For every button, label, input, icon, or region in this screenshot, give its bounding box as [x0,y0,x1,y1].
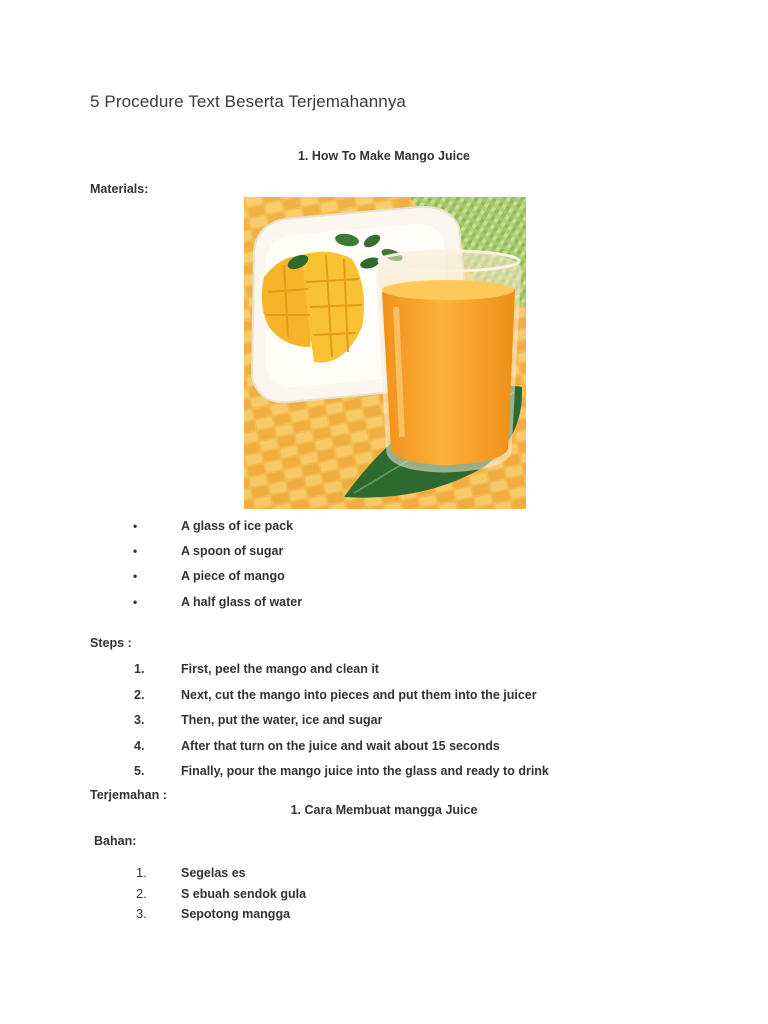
bullet-icon: • [133,595,138,609]
bullet-icon: • [133,519,138,533]
recipe-heading: 1. How To Make Mango Juice [297,149,471,163]
bahan-label: Bahan: [94,834,137,848]
steps-label: Steps : [90,636,132,650]
materials-label: Materials: [90,182,149,196]
page-title: 5 Procedure Text Beserta Terjemahannya [90,92,406,111]
bullet-icon: • [133,569,138,583]
mango-juice-photo [244,197,526,509]
bullet-icon: • [133,544,138,558]
translation-label: Terjemahan : [90,788,167,802]
translation-heading: 1. Cara Membuat mangga Juice [290,803,478,817]
